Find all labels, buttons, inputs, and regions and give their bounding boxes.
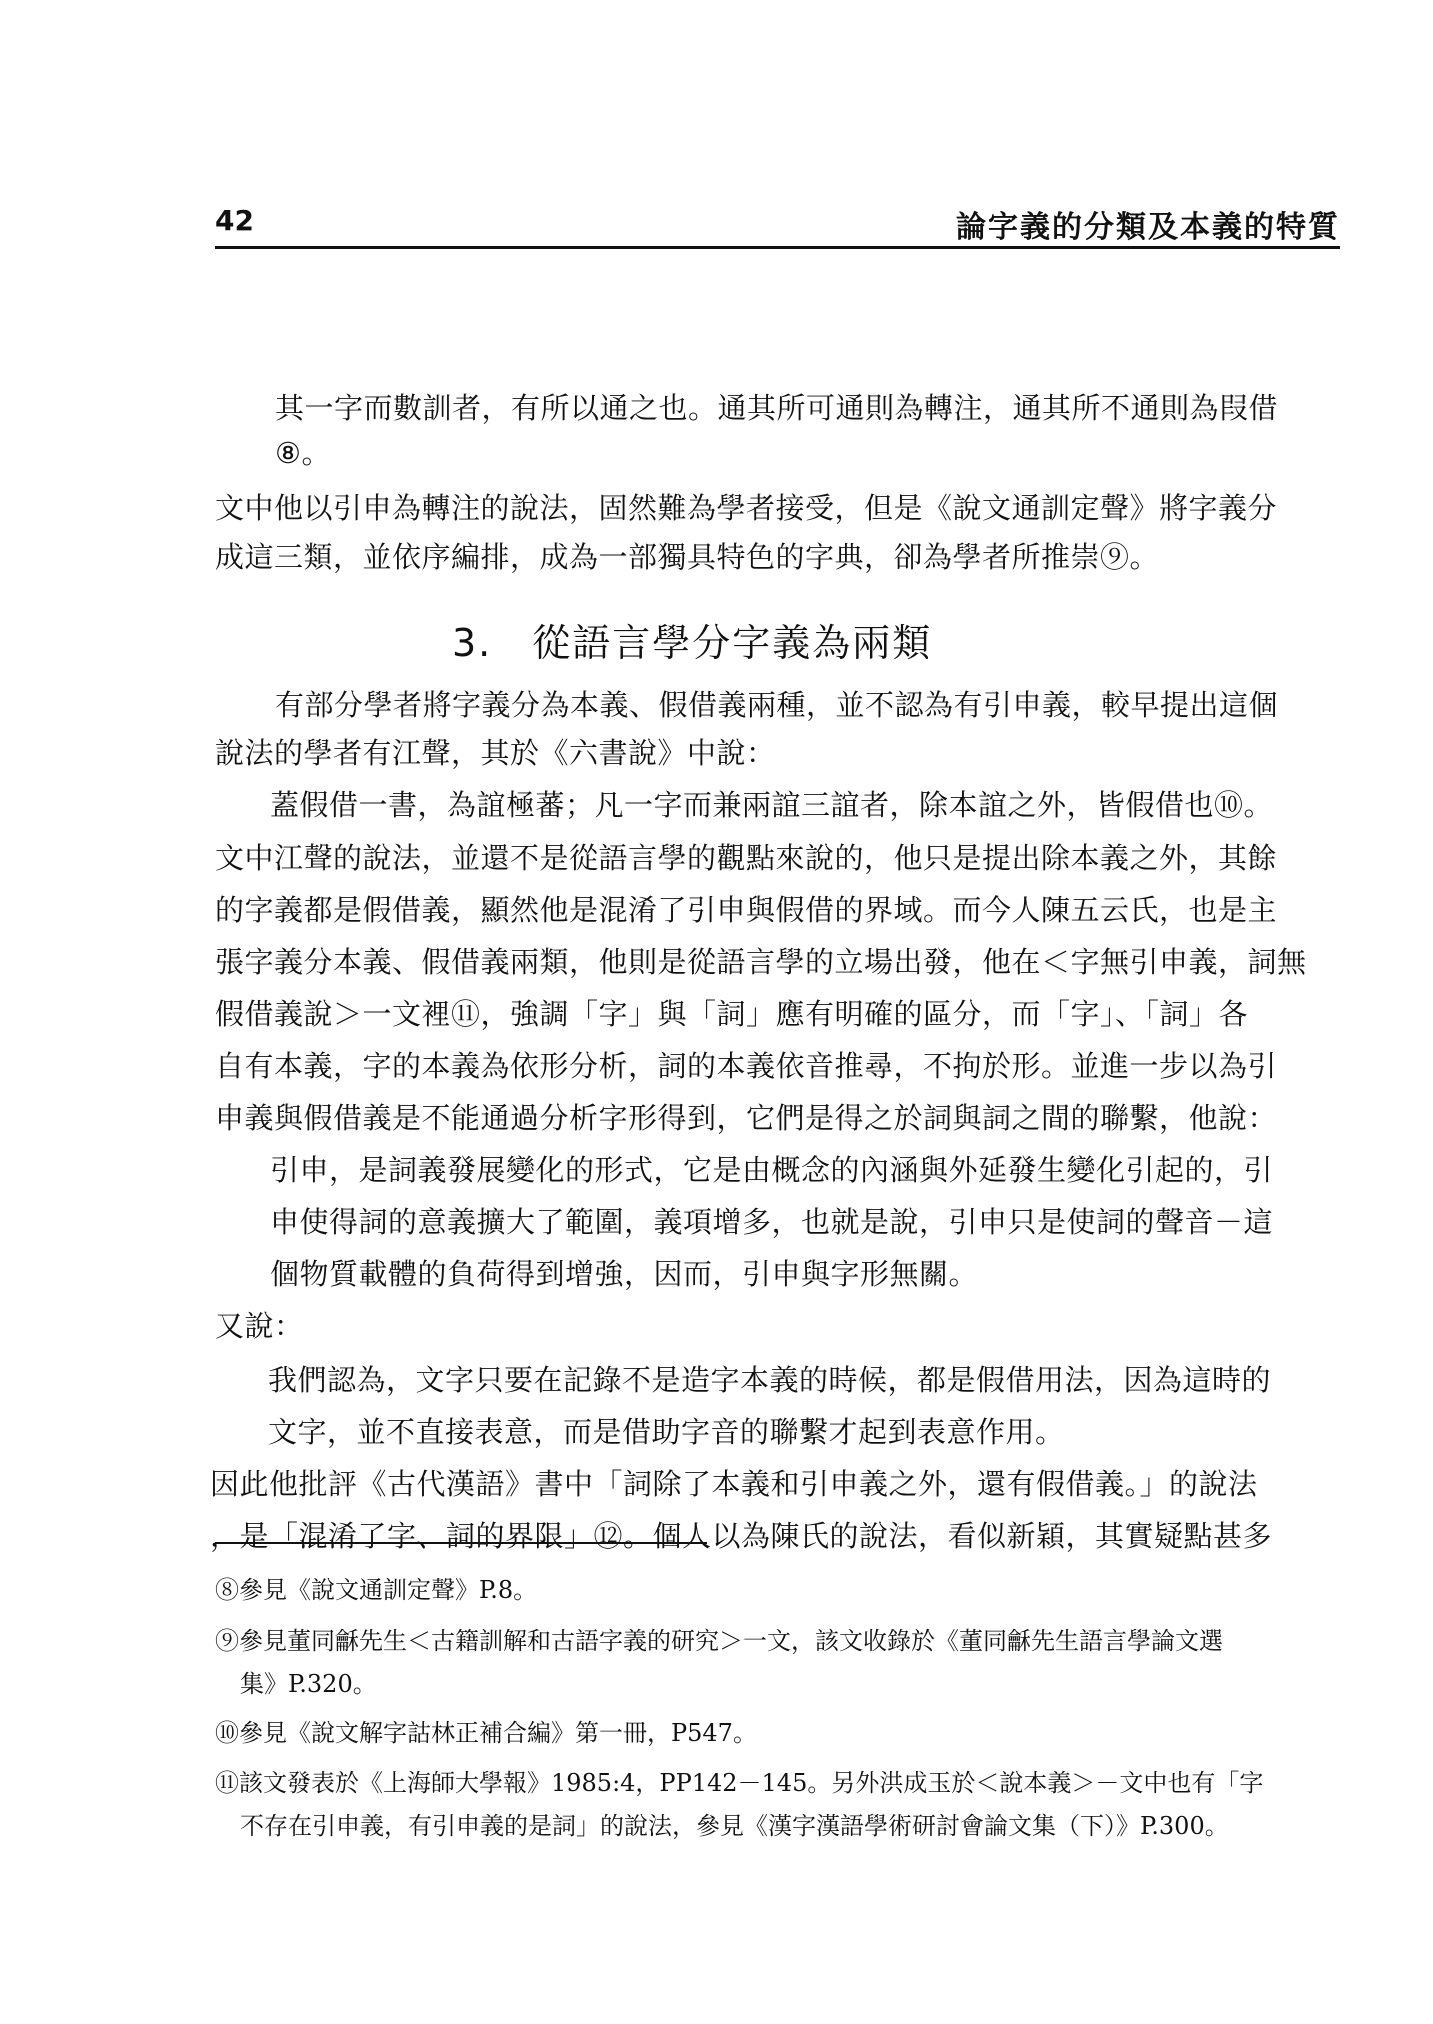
body-line: 又說： (215, 1309, 304, 1343)
body-line: 申義與假借義是不能通過分析字形得到，它們是得之於詞與詞之間的聯繫，他說： (215, 1101, 1278, 1135)
footnote-divider (215, 1542, 707, 1544)
quote-line: 文字，並不直接表意，而是借助字音的聯繫才起到表意作用。 (268, 1415, 1065, 1449)
quote-line: 申使得詞的意義擴大了範圍，義項增多，也就是說，引申只是使詞的聲音－這 (270, 1205, 1274, 1239)
quote-line: 蓋假借一書，為誼極蕃；凡一字而兼兩誼三誼者，除本誼之外，皆假借也⑩。 (270, 788, 1274, 822)
quote-line: 其一字而數訓者，有所以通之也。通其所可通則為轉注，通其所不通則為叚借 (275, 391, 1279, 425)
page-header (215, 200, 1340, 249)
section-number: 3. (452, 621, 493, 665)
body-line: 文中江聲的說法，並還不是從語言學的觀點來說的，他只是提出除本義之外，其餘 (215, 841, 1278, 875)
body-line: 的字義都是假借義，顯然他是混淆了引申與假借的界域。而今人陳五云氏，也是主 (215, 893, 1278, 927)
footnote: 集》P.320。 (240, 1670, 377, 1698)
footnote: ⑪該文發表於《上海師大學報》1985:4，PP142－145。另外洪成玉於＜說本義＞－文中也有「字 (215, 1769, 1264, 1797)
footnote: ⑩參見《說文解字詁林正補合編》第一冊，P547。 (215, 1719, 757, 1747)
body-line: 假借義說＞一文裡⑪，強調「字」與「詞」應有明確的區分，而「字」、「詞」各 (215, 997, 1249, 1031)
body-line: 成這三類，並依序編排，成為一部獨具特色的字典，卻為學者所推崇⑨。 (215, 540, 1160, 574)
running-title: 論字義的分類及本義的特質 (956, 210, 1340, 245)
footnote: ⑧參見《說文通訓定聲》P.8。 (215, 1576, 538, 1604)
body-line: 自有本義，字的本義為依形分析，詞的本義依音推尋，不拘於形。並進一步以為引 (215, 1049, 1278, 1083)
quote-line: 我們認為，文字只要在記錄不是造字本義的時候，都是假借用法，因為這時的 (268, 1363, 1272, 1397)
section-title: 從語言學分字義為兩類 (532, 621, 933, 665)
body-line: 張字義分本義、假借義兩類，他則是從語言學的立場出發，他在＜字無引申義，詞無 (215, 945, 1307, 979)
footnote: 不存在引申義，有引申義的是詞」的說法，參見《漢字漢語學術研討會論文集（下）》P.300。 (240, 1812, 1229, 1840)
footnote: ⑨參見董同龢先生＜古籍訓解和古語字義的研究＞一文，該文收錄於《董同龢先生語言學論文選 (215, 1627, 1223, 1655)
section-heading (452, 612, 932, 667)
body-line: ，是「混淆了字、詞的界限」⑫。個人以為陳氏的說法，看似新穎，其實疑點甚多 (210, 1519, 1273, 1553)
quote-line: 引申，是詞義發展變化的形式，它是由概念的內涵與外延發生變化引起的，引 (270, 1153, 1274, 1187)
quote-line: 個物質載體的負荷得到增強，因而，引申與字形無關。 (270, 1257, 979, 1291)
body-line: 文中他以引申為轉注的說法，固然難為學者接受，但是《說文通訓定聲》將字義分 (215, 491, 1278, 525)
body-line: 有部分學者將字義分為本義、假借義兩種，並不認為有引申義，較早提出這個 (275, 688, 1279, 722)
quote-line: ⑧。 (275, 436, 331, 470)
body-line: 因此他批評《古代漢語》書中「詞除了本義和引申義之外，還有假借義。」的說法 (210, 1467, 1258, 1501)
page-number: 42 (215, 204, 254, 237)
body-line: 說法的學者有江聲，其於《六書說》中說： (215, 736, 776, 770)
